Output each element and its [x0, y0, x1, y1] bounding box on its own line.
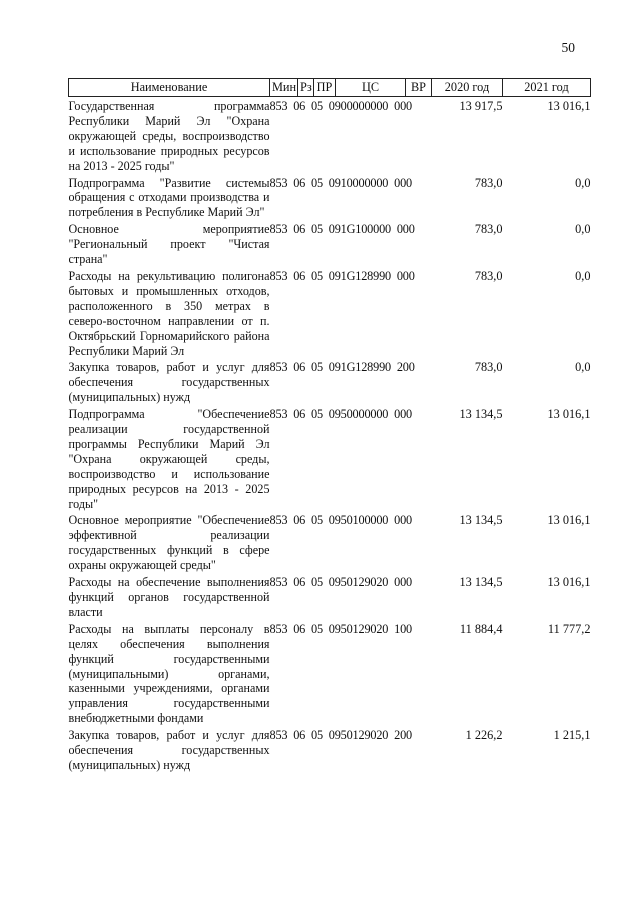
row-codes: 853 06 05 0950100000 000 [269, 513, 412, 528]
row-2020: 783,0 [474, 175, 503, 190]
row-2020: 13 134,5 [459, 407, 503, 422]
header-name: Наименование [69, 79, 270, 97]
row-2021: 1 215,1 [553, 728, 591, 743]
row-codes: 853 06 05 0950129020 100 [269, 621, 412, 636]
table-row [69, 267, 591, 358]
row-name: Подпрограмма "Обеспечение реализации государственной программы Республики Марий Эл "Охрана окружающей среды, воспроизводство и использование природных ресурсов на 2013 - 2025 годы" [68, 407, 270, 511]
header-vr: ВР [406, 79, 432, 97]
row-name: Закупка товаров, работ и услуг для обеспечения государственных (муниципальных) нужд [68, 728, 270, 772]
header-2021: 2021 год [503, 79, 591, 97]
table-row [69, 358, 591, 405]
header-pr: ПР [314, 79, 336, 97]
table-row [69, 405, 591, 511]
table-row [69, 511, 591, 573]
row-2021: 0,0 [575, 268, 591, 283]
header-2020: 2020 год [432, 79, 503, 97]
row-2021: 13 016,1 [547, 575, 591, 590]
row-codes: 853 06 05 0950129020 000 [269, 575, 412, 590]
row-name: Основное мероприятие "Обеспечение эффективной реализации государственных функций в сфере охраны окружающей среды" [68, 513, 270, 573]
row-2020: 11 884,4 [459, 621, 503, 636]
table-header-row [69, 79, 591, 97]
header-rz: Рз [298, 79, 314, 97]
table-row [69, 97, 591, 174]
row-codes: 853 06 05 091G100000 000 [269, 222, 415, 237]
header-min: Мин [270, 79, 298, 97]
row-name: Основное мероприятие "Региональный проект "Чистая страна" [68, 222, 270, 267]
row-name: Расходы на выплаты персоналу в целях обеспечения выполнения функций государственными (муниципальными) органами, казенными учреждениями, органами управления государственными внебюджетными фондами [68, 621, 270, 726]
row-2020: 1 226,2 [465, 728, 503, 743]
row-codes: 853 06 05 0900000000 000 [269, 99, 412, 113]
row-2020: 13 134,5 [459, 575, 503, 590]
row-2021: 11 777,2 [547, 621, 591, 636]
row-2021: 13 016,1 [547, 99, 591, 113]
table-row [69, 573, 591, 620]
row-2021: 0,0 [575, 222, 591, 237]
row-name: Расходы на обеспечение выполнения функций органов государственной власти [68, 575, 270, 619]
row-2021: 13 016,1 [547, 513, 591, 528]
budget-table [68, 78, 591, 773]
row-codes: 853 06 05 091G128990 200 [269, 360, 415, 375]
row-2021: 0,0 [575, 360, 591, 375]
row-codes: 853 06 05 091G128990 000 [269, 268, 415, 283]
row-2021: 13 016,1 [547, 407, 591, 422]
table-row [69, 220, 591, 267]
row-2020: 783,0 [474, 360, 503, 375]
header-cs: ЦС [336, 79, 406, 97]
row-codes: 853 06 05 0950000000 000 [269, 407, 412, 422]
row-2020: 13 134,5 [459, 513, 503, 528]
row-name: Подпрограмма "Развитие системы обращения с отходами производства и потребления в Республике Марий Эл" [68, 175, 270, 220]
row-2020: 783,0 [474, 268, 503, 283]
table-row [69, 174, 591, 221]
table-row [69, 620, 591, 726]
page-number: 50 [561, 40, 575, 55]
row-2020: 783,0 [474, 222, 503, 237]
row-codes: 853 06 05 0950129020 200 [269, 728, 412, 743]
row-codes: 853 06 05 0910000000 000 [269, 175, 412, 190]
row-name: Государственная программа Республики Марий Эл "Охрана окружающей среды, воспроизводство и использование природных ресурсов на 2013 - 2025 годы" [68, 99, 270, 173]
row-2020: 13 917,5 [459, 99, 503, 113]
row-name: Закупка товаров, работ и услуг для обеспечения государственных (муниципальных) нужд [68, 360, 270, 405]
row-2021: 0,0 [575, 175, 591, 190]
row-name: Расходы на рекультивацию полигона бытовых и промышленных отходов, расположенного в 350 метрах в северо-восточном направлении от п. Октябрьский Горномарийского района Республики Марий Эл [68, 268, 270, 358]
table-row [69, 726, 591, 773]
